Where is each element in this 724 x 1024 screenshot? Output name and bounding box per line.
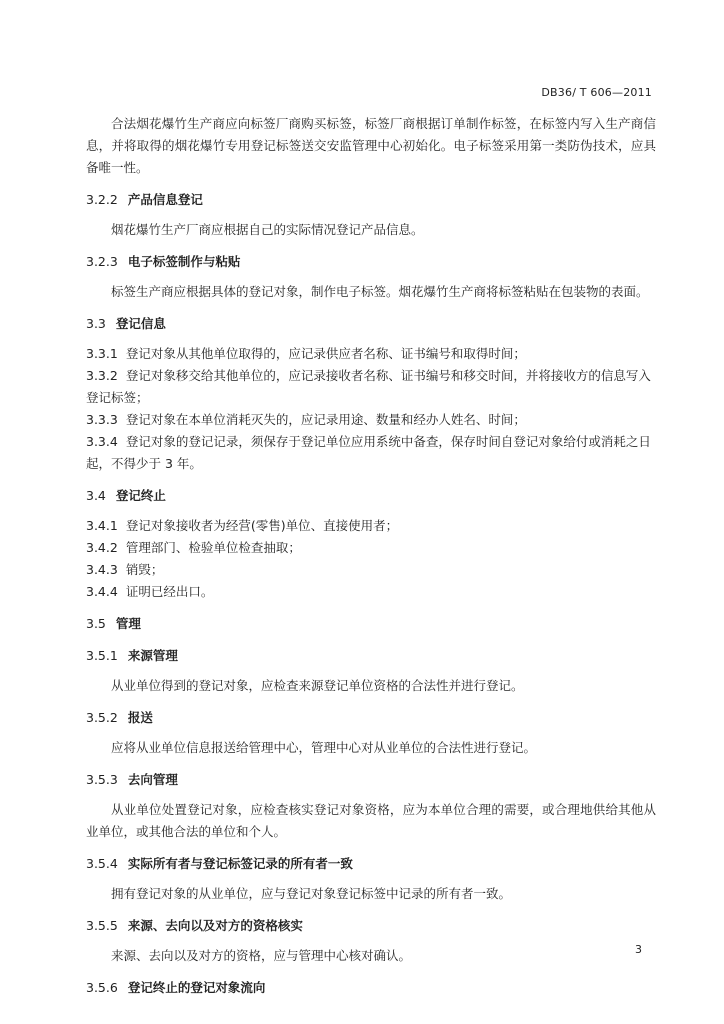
list-item-3-4-3 (86, 559, 656, 581)
heading-3-5-4 (86, 853, 656, 875)
item-text: 管理部门、检验单位检查抽取； (125, 540, 301, 555)
item-text: 登记对象接收者为经营(零售)单位、直接使用者； (125, 518, 399, 533)
item-text: 证明已经出口。 (125, 584, 214, 599)
heading-number: 3.5.6 (86, 980, 118, 995)
heading-3-3 (86, 313, 656, 335)
list-item-3-3-4 (86, 431, 656, 475)
heading-number: 3.2.2 (86, 192, 118, 207)
heading-number: 3.4 (86, 488, 106, 503)
heading-title: 产品信息登记 (127, 192, 203, 207)
item-number: 3.3.1 (86, 346, 118, 361)
item-number: 3.4.1 (86, 518, 118, 533)
list-item-3-4-2 (86, 537, 656, 559)
heading-3-2-2 (86, 189, 656, 211)
heading-number: 3.5.3 (86, 772, 118, 787)
item-number: 3.4.4 (86, 584, 118, 599)
item-text: 销毁； (125, 562, 164, 577)
item-number: 3.4.3 (86, 562, 118, 577)
heading-title: 登记终止的登记对象流向 (127, 980, 266, 995)
page-number: 3 (635, 943, 642, 956)
heading-title: 登记终止 (115, 488, 166, 503)
heading-title: 报送 (127, 710, 153, 725)
paragraph-intro: 合法烟花爆竹生产商应向标签厂商购买标签，标签厂商根据订单制作标签，在标签内写入生产商信息，并将取得的烟花爆竹专用登记标签送交安监管理中心初始化。电子标签采用第一类防伪技术，应具备唯一性。 (86, 116, 656, 175)
heading-title: 登记信息 (115, 316, 166, 331)
heading-number: 3.5.4 (86, 856, 118, 871)
heading-number: 3.5.5 (86, 918, 118, 933)
heading-3-5-3 (86, 769, 656, 791)
item-text: 登记对象在本单位消耗灭失的，应记录用途、数量和经办人姓名、时间； (125, 412, 526, 427)
heading-number: 3.2.3 (86, 254, 118, 269)
list-item-3-3-1 (86, 343, 656, 365)
heading-number: 3.5.2 (86, 710, 118, 725)
item-text: 登记对象从其他单位取得的，应记录供应者名称、证书编号和取得时间； (125, 346, 526, 361)
item-number: 3.3.4 (86, 434, 118, 449)
paragraph-3-5-3: 从业单位处置登记对象，应检查核实登记对象资格，应为本单位合理的需要，或合理地供给其他从业单位，或其他合法的单位和个人。 (86, 802, 656, 839)
heading-title: 来源管理 (127, 648, 178, 663)
document-body (86, 113, 656, 1007)
heading-3-5-2 (86, 707, 656, 729)
item-number: 3.4.2 (86, 540, 118, 555)
paragraph-3-2-3: 标签生产商应根据具体的登记对象，制作电子标签。烟花爆竹生产商将标签粘贴在包装物的表面。 (111, 284, 649, 299)
paragraph-3-5-5: 来源、去向以及对方的资格，应与管理中心核对确认。 (111, 948, 412, 963)
list-item-3-3-3 (86, 409, 656, 431)
heading-title: 管理 (115, 616, 141, 631)
heading-3-5-1 (86, 645, 656, 667)
document-code: DB36/ T 606—2011 (541, 86, 652, 99)
heading-3-5-6 (86, 977, 656, 999)
heading-title: 实际所有者与登记标签记录的所有者一致 (127, 856, 353, 871)
heading-3-4 (86, 485, 656, 507)
list-item-3-3-2 (86, 365, 656, 409)
heading-title: 电子标签制作与粘贴 (127, 254, 241, 269)
paragraph-3-2-2: 烟花爆竹生产厂商应根据自己的实际情况登记产品信息。 (111, 222, 424, 237)
heading-3-5 (86, 613, 656, 635)
item-number: 3.3.3 (86, 412, 118, 427)
heading-3-2-3 (86, 251, 656, 273)
heading-title: 去向管理 (127, 772, 178, 787)
heading-title: 来源、去向以及对方的资格核实 (127, 918, 303, 933)
heading-number: 3.5.1 (86, 648, 118, 663)
item-number: 3.3.2 (86, 368, 118, 383)
list-item-3-4-4 (86, 581, 656, 603)
heading-3-5-5 (86, 915, 656, 937)
paragraph-3-5-2: 应将从业单位信息报送给管理中心，管理中心对从业单位的合法性进行登记。 (111, 740, 537, 755)
item-text: 登记对象移交给其他单位的，应记录接收者名称、证书编号和移交时间，并将接收方的信息写入登记标签； (86, 368, 651, 405)
heading-number: 3.3 (86, 316, 106, 331)
paragraph-3-5-1: 从业单位得到的登记对象，应检查来源登记单位资格的合法性并进行登记。 (111, 678, 524, 693)
heading-number: 3.5 (86, 616, 106, 631)
list-item-3-4-1 (86, 515, 656, 537)
item-text: 登记对象的登记记录，须保存于登记单位应用系统中备查，保存时间自登记对象给付或消耗之日起，不得少于 3 年。 (86, 434, 651, 471)
paragraph-3-5-4: 拥有登记对象的从业单位，应与登记对象登记标签中记录的所有者一致。 (111, 886, 512, 901)
